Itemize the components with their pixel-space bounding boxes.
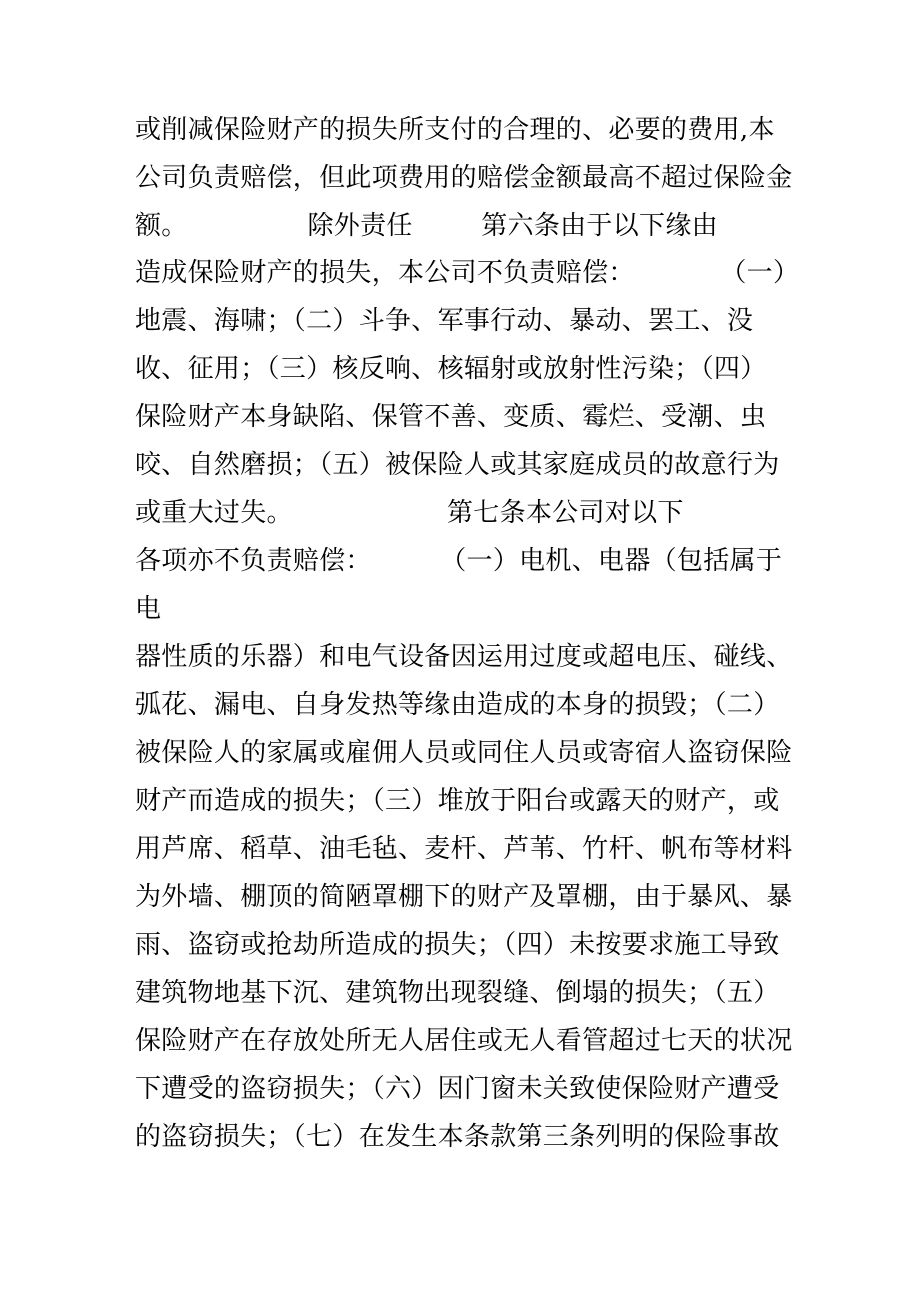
text-line: 电 [135,594,162,624]
text-line: 的盗窃损失；（七）在发生本条款第三条列明的保险事故 [135,1122,780,1152]
text-line: 额。 除外责任 第六条由于以下缘由 [135,211,718,241]
text-line: 咬、自然磨损；（五）被保险人或其家庭成员的故意行为 [135,450,780,480]
text-line: 被保险人的家属或雇佣人员或同住人员或寄宿人盗窃保险 [135,738,793,768]
text-line: 保险财产本身缺陷、保管不善、变质、霉烂、受潮、虫 [135,402,767,432]
text-line: 收、征用；（三）核反响、核辐射或放射性污染；（四） [135,354,767,384]
text-line: 雨、盗窃或抢劫所造成的损失；（四）未按要求施工导致 [135,930,780,960]
text-line: 或削减保险财产的损失所支付的合理的、必要的费用,本 [135,115,775,145]
text-line: 为外墙、棚顶的简陋罩棚下的财产及罩棚，由于暴风、暴 [135,882,793,912]
text-line: 弧花、漏电、自身发热等缘由造成的本身的损毁；（二） [135,690,780,720]
text-line: 器性质的乐器）和电气设备因运用过度或超电压、碰线、 [135,642,793,672]
text-line: 用芦席、稻草、油毛毡、麦杆、芦苇、竹杆、帆布等材料 [135,834,793,864]
text-line: 建筑物地基下沉、建筑物出现裂缝、倒塌的损失；（五） [135,978,780,1008]
text-line: 或重大过失。 第七条本公司对以下 [135,498,684,528]
text-line: 地震、海啸；（二）斗争、军事行动、暴动、罢工、没 [135,306,754,336]
text-line: 造成保险财产的损失，本公司不负责赔偿： （一） [135,258,800,288]
text-line: 财产而造成的损失；（三）堆放于阳台或露天的财产，或 [135,786,780,816]
text-line: 下遭受的盗窃损失；（六）因门窗未关致使保险财产遭受 [135,1074,780,1104]
text-line: 保险财产在存放处所无人居住或无人看管超过七天的状况 [135,1026,793,1056]
text-line: 公司负责赔偿，但此项费用的赔偿金额最高不超过保险金 [135,163,793,193]
text-line: 各项亦不负责赔偿： （一）电机、电器（包括属于 [135,546,783,576]
